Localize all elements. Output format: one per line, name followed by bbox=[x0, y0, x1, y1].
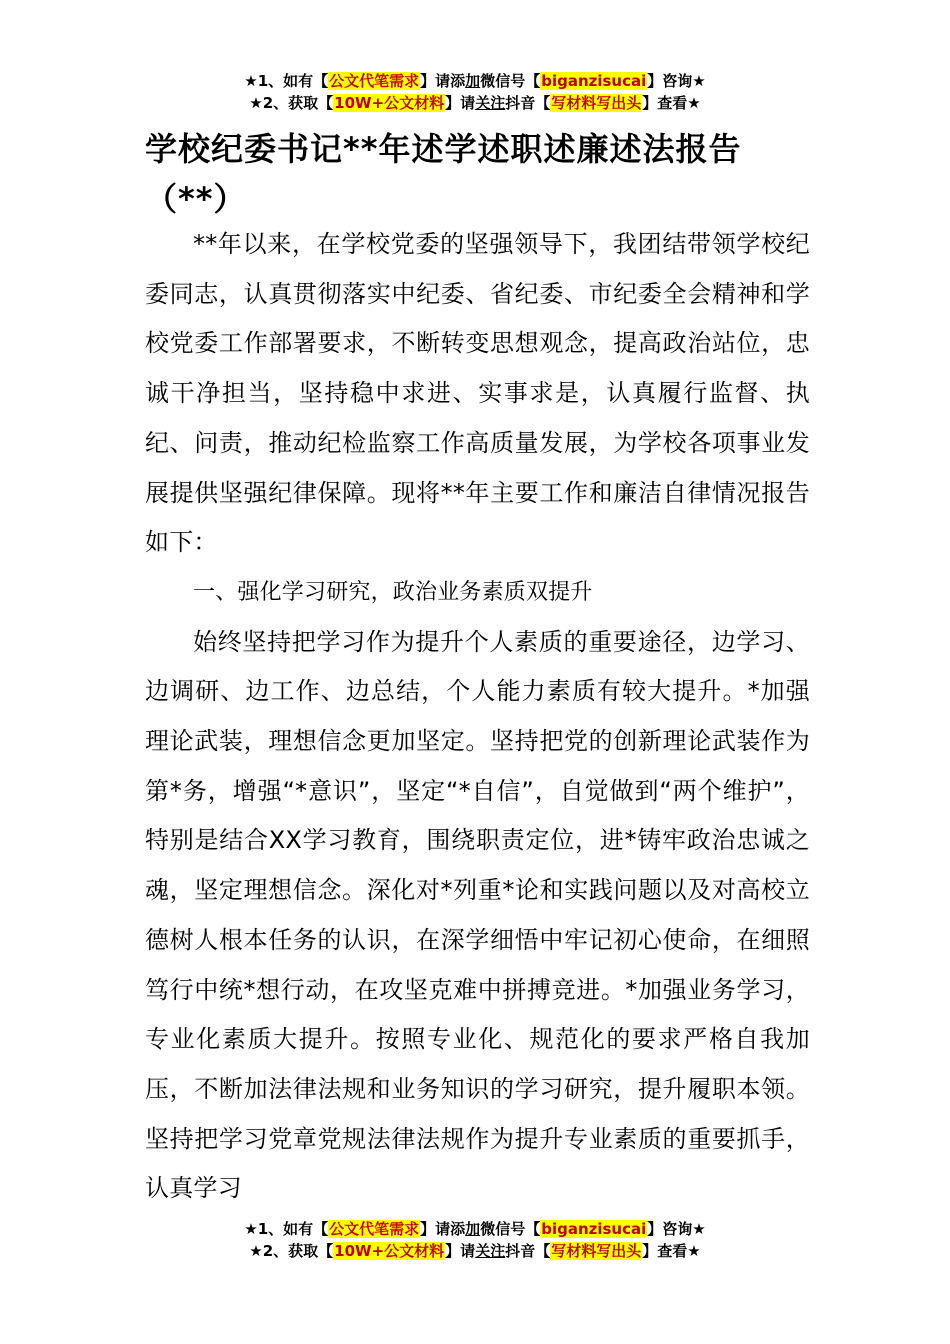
highlight-wechat-id: biganzisucai bbox=[541, 1220, 647, 1238]
star-icon: ★ bbox=[249, 94, 263, 112]
star-icon: ★ bbox=[687, 94, 701, 112]
body-paragraph: 始终坚持把学习作为提升个人素质的重要途径，边学习、边调研、边工作、边总结，个人能力素质有较大提升。*加强理论武装，理想信念更加坚定。坚持把党的创新理论武装作为第*务，增强“*意识”，坚定“*自信”，自觉做到“两个维护”，特别是结合XX学习教育，围绕职责定位，进*铸牢政治忠诚之魂，坚定理想信念。深化对*列重*论和实践问题以及对高校立德树人根本任务的认识，在深学细悟中牢记初心使命，在细照笃行中统*想行动，在攻坚克难中拼搏竞进。*加强业务学习，专业化素质大提升。按照专业化、规范化的要求严格自我加压，不断加法律法规和业务知识的学习研究，提升履职本领。坚持把学习党章党规法律法规作为提升专业素质的重要抓手，认真学习 bbox=[145, 627, 810, 1203]
highlight-douyin-account: 写材料写出头 bbox=[551, 94, 642, 112]
highlight-wechat-id: biganzisucai bbox=[541, 72, 647, 90]
highlight-service: 公文代笔需求 bbox=[329, 72, 420, 90]
intro-paragraph: **年以来，在学校党委的坚强领导下，我团结带领学校纪委同志，认真贯彻落实中纪委、省纪委、市纪委全会精神和学校党委工作部署要求，不断转变思想观念，提高政治站位，忠诚干净担当，坚持稳中求进、实事求是，认真履行监督、执纪、问责，推动纪检监察工作高质量发展，为学校各项事业发展提供坚强纪律保障。现将**年主要工作和廉洁自律情况报告如下： bbox=[145, 230, 810, 557]
highlight-materials: 10W+公文材料 bbox=[334, 1242, 445, 1260]
section-heading: 一、强化学习研究，政治业务素质双提升 bbox=[193, 579, 593, 605]
highlight-materials: 10W+公文材料 bbox=[334, 94, 445, 112]
highlight-douyin-account: 写材料写出头 bbox=[551, 1242, 642, 1260]
star-icon: ★ bbox=[692, 72, 706, 90]
promo-line-2: ★2、获取【10W+公文材料】请关注抖音【写材料写出头】查看★ bbox=[249, 94, 701, 112]
promo-line-1: ★1、如有【公文代笔需求】请添加微信号【biganzisucai】咨询★ bbox=[244, 72, 706, 90]
document-title: 学校纪委书记**年述学述职述廉述法报告（**） bbox=[145, 130, 742, 218]
promo-banner-top bbox=[0, 70, 950, 114]
star-icon: ★ bbox=[687, 1242, 701, 1260]
star-icon: ★ bbox=[244, 1220, 258, 1238]
promo-line-1: ★1、如有【公文代笔需求】请添加微信号【biganzisucai】咨询★ bbox=[244, 1220, 706, 1238]
highlight-service: 公文代笔需求 bbox=[329, 1220, 420, 1238]
promo-line-2: ★2、获取【10W+公文材料】请关注抖音【写材料写出头】查看★ bbox=[249, 1242, 701, 1260]
promo-banner-bottom bbox=[0, 1218, 950, 1262]
star-icon: ★ bbox=[692, 1220, 706, 1238]
document-body bbox=[145, 220, 810, 1214]
star-icon: ★ bbox=[244, 72, 258, 90]
star-icon: ★ bbox=[249, 1242, 263, 1260]
